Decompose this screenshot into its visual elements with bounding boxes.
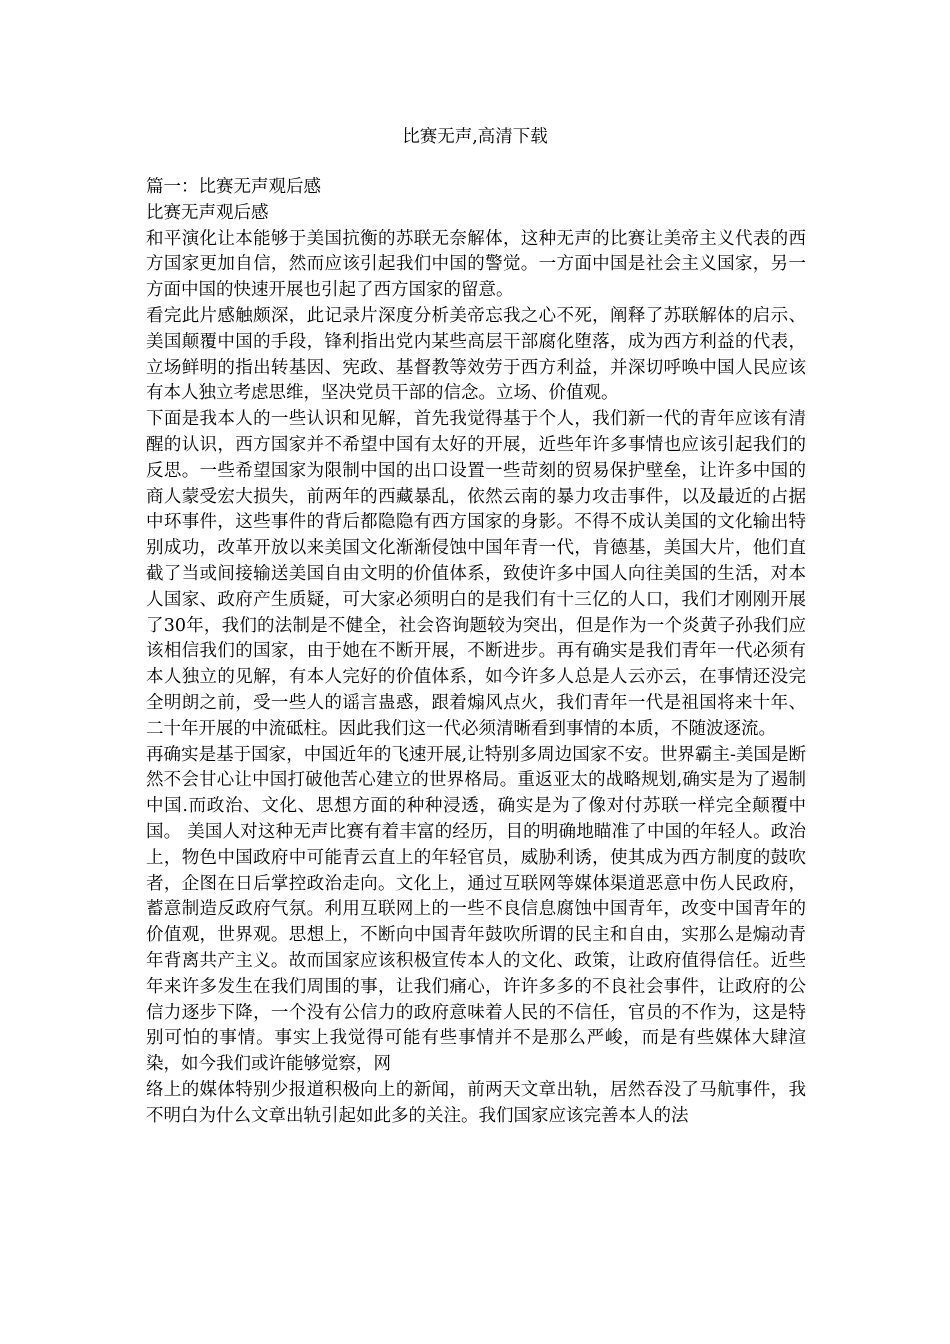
paragraph-3: 下面是我本人的一些认识和见解，首先我觉得基于个人，我们新一代的青年应该有清醒的认识，西方国家并不希望中国有太好的开展，近些年许多事情也应该引起我们的反思。一些希望国家为限制中国的出口设置一些苛刻的贸易保护壁垒，让许多中国的商人蒙受宏大损失，前两年的西藏暴乱，依然云南的暴力攻击事件，以及最近的占据中环事件，这些事件的背后都隐隐有西方国家的身影。不得不成认美国的文化输出特别成功，改革开放以来美国文化渐渐侵蚀中国年青一代，肯德基，美国大片，他们直截了当或间接输送美国自由文明的价值体系，致使许多中国人向往美国的生活，对本人国家、政府产生质疑，可大家必须明白的是我们有十三亿的人口，我们才刚刚开展了30年，我们的法制是不健全，社会咨询题较为突出，但是作为一个炎黄子孙我们应该相信我们的国家，由于她在不断开展，不断进步。再有确实是我们青年一代必须有本人独立的见解，有本人完好的价值体系，如今许多人总是人云亦云，在事情还没完全明朗之前，受一些人的谣言蛊惑，跟着煽风点火，我们青年一代是祖国将来十年、二十年开展的中流砥柱。因此我们这一代必须清晰看到事情的本质，不随波逐流。 xyxy=(146,409,806,739)
document-body xyxy=(146,175,806,1129)
paragraph-1: 和平演化让本能够于美国抗衡的苏联无奈解体，这种无声的比赛让美帝主义代表的西方国家更加自信，然而应该引起我们中国的警觉。一方面中国是社会主义国家，另一方面中国的快速开展也引起了西方国家的留意。 xyxy=(146,228,806,301)
section-subheading: 比赛无声观后感 xyxy=(146,202,269,223)
section-heading: 篇一：比赛无声观后感 xyxy=(146,177,321,197)
paragraph-2: 看完此片感触颇深，此记录片深度分析美帝忘我之心不死，阐释了苏联解体的启示、美国颠覆中国的手段，锋利指出党内某些高层干部腐化堕落，成为西方利益的代表，立场鲜明的指出转基因、宪政、基督教等效劳于西方利益，并深切呼唤中国人民应该有本人独立考虑思维，坚决党员干部的信念。立场、价值观。 xyxy=(146,305,806,404)
page-title: 比赛无声,高清下载 xyxy=(402,127,548,147)
paragraph-4: 再确实是基于国家，中国近年的飞速开展,让特别多周边国家不安。世界霸主-美国是断然不会甘心让中国打破他苦心建立的世界格局。重返亚太的战略规划,确实是为了遏制中国.而政治、文化、思想方面的种种浸透，确实是为了像对付苏联一样完全颠覆中国。 美国人对这种无声比赛有着丰富的经历，目的明确地瞄准了中国的年轻人。政治上，物色中国政府中可能青云直上的年轻官员，威胁利诱，使其成为西方制度的鼓吹者，企图在日后掌控政治走向。文化上，通过互联网等媒体渠道恶意中伤人民政府，蓄意制造反政府气氛。利用互联网上的一些不良信息腐蚀中国青年，改变中国青年的价值观，世界观。思想上，不断向中国青年鼓吹所谓的民主和自由，实那么是煽动青年背离共产主义。故而国家应该积极宣传本人的文化、政策，让政府值得信任。近些年来许多发生在我们周围的事，让我们痛心，许许多多的不良社会事件，让政府的公信力逐步下降，一个没有公信力的政府意味着人民的不信任，官员的不作为，这是特别可怕的事情。事实上我觉得可能有些事情并不是那么严峻，而是有些媒体大肆渲染，如今我们或许能够觉察，网 xyxy=(146,744,806,1075)
paragraph-5: 络上的媒体特别少报道积极向上的新闻，前两天文章出轨，居然吞没了马航事件，我不明白为什么文章出轨引起如此多的关注。我们国家应该完善本人的法 xyxy=(146,1079,806,1126)
